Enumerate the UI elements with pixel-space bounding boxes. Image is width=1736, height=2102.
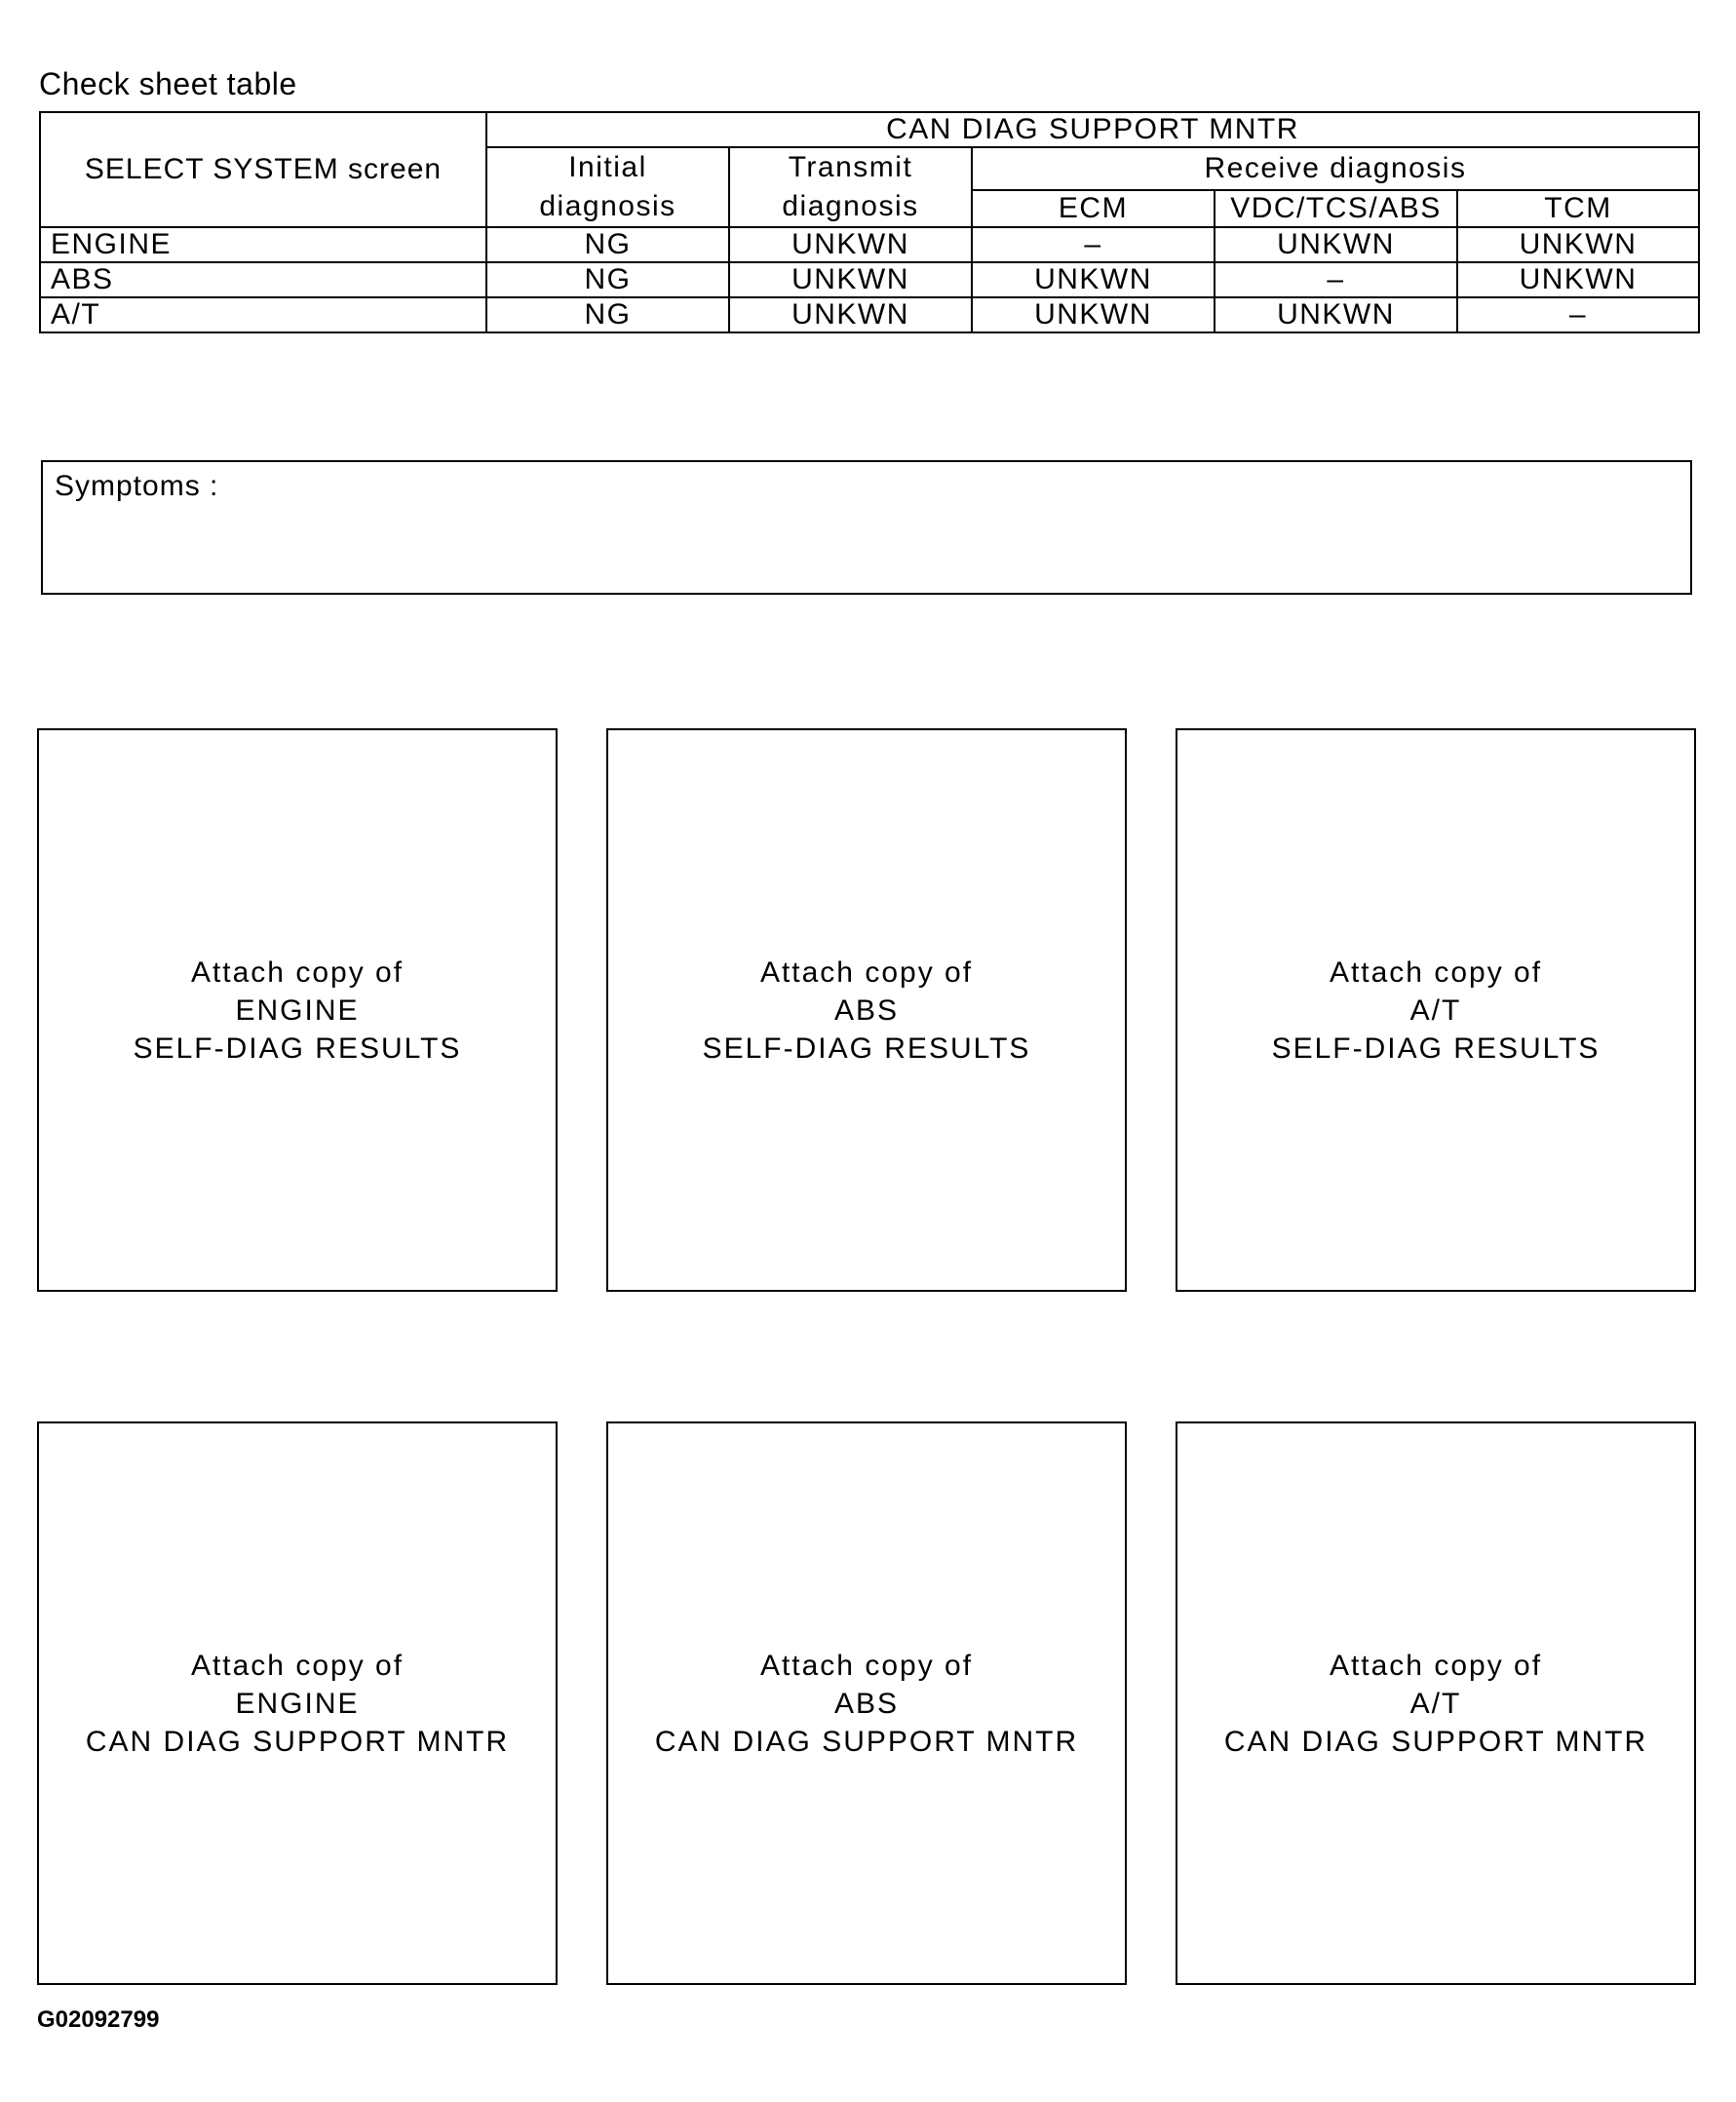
transmit-cell: UNKWN (729, 297, 972, 332)
table-row (40, 262, 1699, 297)
tcm-header: TCM (1457, 190, 1699, 227)
attach-abs-self-diag-box: Attach copy of ABS SELF-DIAG RESULTS (606, 728, 1127, 1292)
select-system-header: SELECT SYSTEM screen (40, 112, 486, 227)
ecm-cell: UNKWN (972, 262, 1215, 297)
attach-abs-can-diag-box: Attach copy of ABS CAN DIAG SUPPORT MNTR (606, 1421, 1127, 1985)
initial-diagnosis-header: Initial diagnosis (486, 147, 729, 227)
initial-cell: NG (486, 262, 729, 297)
attach-at-self-diag-box: Attach copy of A/T SELF-DIAG RESULTS (1176, 728, 1696, 1292)
figure-id: G02092799 (37, 2006, 160, 2033)
transmit-cell: UNKWN (729, 227, 972, 262)
ecm-cell: – (972, 227, 1215, 262)
transmit-cell: UNKWN (729, 262, 972, 297)
ecm-cell: UNKWN (972, 297, 1215, 332)
ecm-header: ECM (972, 190, 1215, 227)
initial-cell: NG (486, 297, 729, 332)
initial-cell: NG (486, 227, 729, 262)
symptoms-box (41, 460, 1692, 595)
table-row (40, 227, 1699, 262)
attach-engine-can-diag-box: Attach copy of ENGINE CAN DIAG SUPPORT MNTR (37, 1421, 558, 1985)
system-cell: ABS (40, 262, 486, 297)
can-diag-header: CAN DIAG SUPPORT MNTR (486, 112, 1699, 147)
table-row (40, 297, 1699, 332)
vdc-tcs-abs-header: VDC/TCS/ABS (1215, 190, 1457, 227)
page-title: Check sheet table (39, 66, 297, 101)
system-cell: A/T (40, 297, 486, 332)
receive-diagnosis-header: Receive diagnosis (972, 147, 1699, 190)
symptoms-label: Symptoms : (55, 470, 219, 502)
check-sheet-table (39, 111, 1700, 333)
tcm-cell: UNKWN (1457, 262, 1699, 297)
vdc-cell: UNKWN (1215, 227, 1457, 262)
vdc-cell: – (1215, 262, 1457, 297)
transmit-diagnosis-header: Transmit diagnosis (729, 147, 972, 227)
tcm-cell: UNKWN (1457, 227, 1699, 262)
vdc-cell: UNKWN (1215, 297, 1457, 332)
attach-at-can-diag-box: Attach copy of A/T CAN DIAG SUPPORT MNTR (1176, 1421, 1696, 1985)
system-cell: ENGINE (40, 227, 486, 262)
attach-engine-self-diag-box: Attach copy of ENGINE SELF-DIAG RESULTS (37, 728, 558, 1292)
tcm-cell: – (1457, 297, 1699, 332)
